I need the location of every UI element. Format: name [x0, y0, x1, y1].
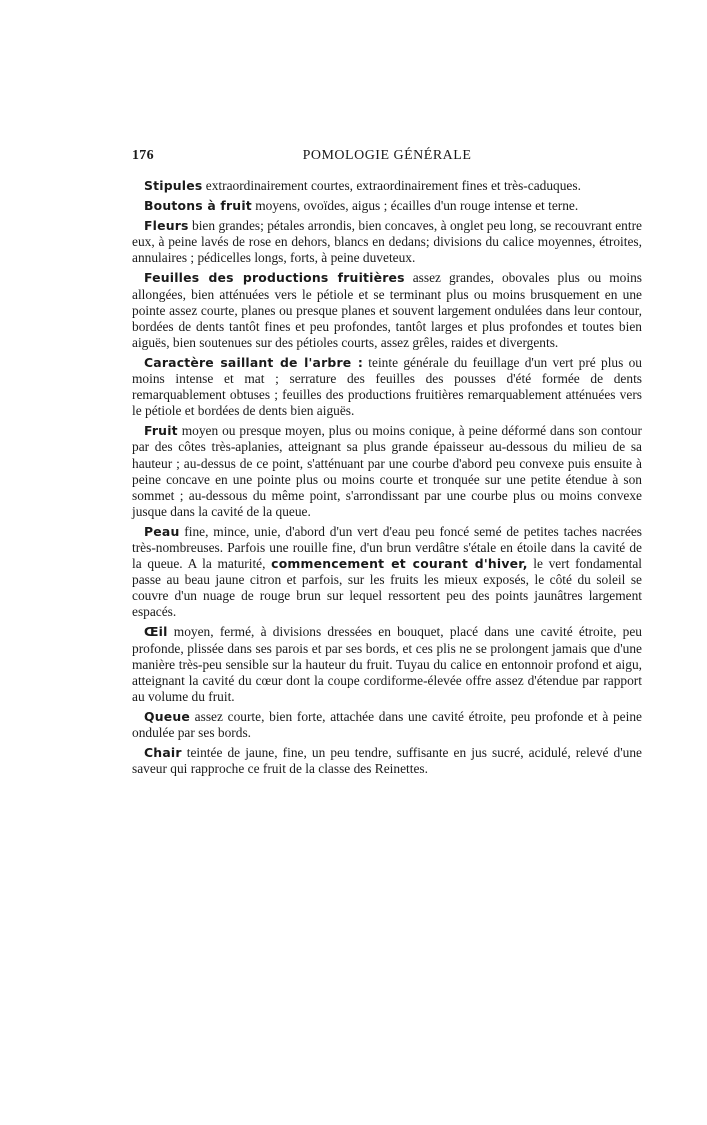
page-number: 176 — [132, 148, 154, 163]
paragraph-fleurs — [132, 218, 642, 266]
paragraph-text: bien grandes; pétales arrondis, bien concaves, à onglet peu long, se recouvrant entre eux, à peine lavés de rose en dehors, blancs en dedans; divisions du calice moyennes, étroites, annulaires ; pédicelles longs, forts, à peine duveteux. — [132, 218, 642, 266]
term-heading: Fruit — [144, 423, 178, 439]
paragraph-text: moyen ou presque moyen, plus ou moins conique, à peine déformé dans son contour par des côtes très-aplanies, atteignant sa plus grande épaisseur au-dessous du milieu de sa hauteur ; au-dessus de ce point, s'atténuant par une courbe d'abord peu convexe puis ensuite à peine concave en une pointe plus ou moins courte et tronquée sur une petite étendue à son sommet ; au-dessous du même point, s'arrondissant par une courbe plus ou moins convexe jusque dans la cavité de la queue. — [132, 423, 642, 519]
term-heading: Queue — [144, 708, 190, 724]
paragraph-fruit — [132, 423, 642, 520]
paragraph-chair — [132, 745, 642, 777]
paragraph-text: moyen, fermé, à divisions dressées en bouquet, placé dans une cavité étroite, peu profonde, plissée dans ses parois et par ses bords, et ces plis ne se prolongent jamais que d'une manière très-peu sensible sur la hauteur du fruit. Tuyau du calice en entonnoir profond et aigu, atteignant la cavité du cœur dont la coupe cordiforme-élevée offre assez d'étendue par rapport au volume du fruit. — [132, 624, 642, 704]
term-heading: Fleurs — [144, 218, 189, 234]
term-heading: Œil — [144, 624, 168, 640]
paragraph-text: fine, mince, unie, d'abord d'un vert d'eau peu foncé semé de petites taches nacrées très-nombreuses. Parfois une rouille fine, d'un brun verdâtre s'étale en étoile dans la cavité de la queue. A la maturité, — [132, 523, 642, 572]
paragraph-text: assez grandes, obovales plus ou moins allongées, bien atténuées vers le pétiole et se terminant plus ou moins brusquement en une pointe assez courte, planes ou presque planes et souvent largement ondulées dans leur contour, bordées de dents tantôt fines et peu profondes, tantôt larges et plus profondes et toutes bien aiguës, bien soutenues sur des pétioles courts, assez grêles, raides et divergents. — [132, 270, 642, 350]
paragraph-boutons — [132, 198, 642, 214]
term-heading: Caractère saillant de l'arbre : — [144, 354, 364, 370]
paragraph-text: assez courte, bien forte, attachée dans une cavité étroite, peu profonde et à peine ondulée par ses bords. — [132, 708, 642, 740]
term-heading: Chair — [144, 745, 182, 761]
page-body — [132, 178, 642, 777]
book-page — [132, 148, 642, 781]
paragraph-text: le vert fondamental passe au beau jaune citron et parfois, sur les fruits les mieux exposés, le côté du soleil se couvre d'un nuage de rouge brun sur lequel ressortent peu des points jaunâtres largement espacés. — [132, 556, 643, 620]
paragraph-caractere — [132, 355, 642, 419]
paragraph-peau — [132, 524, 642, 621]
term-maturity: commencement et courant d'hiver, — [271, 556, 528, 572]
running-title: POMOLOGIE GÉNÉRALE — [302, 148, 472, 163]
paragraph-oeil — [132, 624, 642, 704]
paragraph-text: extraordinairement courtes, extraordinairement fines et très-caduques. — [202, 178, 581, 193]
paragraph-stipules — [132, 178, 642, 194]
paragraph-queue — [132, 709, 642, 741]
page-header — [132, 148, 642, 170]
paragraph-text: teintée de jaune, fine, un peu tendre, suffisante en jus sucré, acidulé, relevé d'une saveur qui rapproche ce fruit de la classe des Reinettes. — [132, 745, 642, 777]
term-heading: Boutons à fruit — [144, 198, 252, 214]
paragraph-text: moyens, ovoïdes, aigus ; écailles d'un rouge intense et terne. — [251, 198, 579, 214]
paragraph-feuilles — [132, 270, 642, 350]
term-heading: Peau — [144, 523, 180, 539]
paragraph-text: teinte générale du feuillage d'un vert pré plus ou moins intense et mat ; serrature des feuilles des pousses d'été formée de dents remarquablement obtuses ; feuilles des productions fruitières remarquablement atténuées vers le pétiole et bordées de dents bien aiguës. — [132, 354, 642, 419]
term-heading: Feuilles des productions fruitières — [144, 270, 405, 286]
term-heading: Stipules — [144, 178, 203, 193]
